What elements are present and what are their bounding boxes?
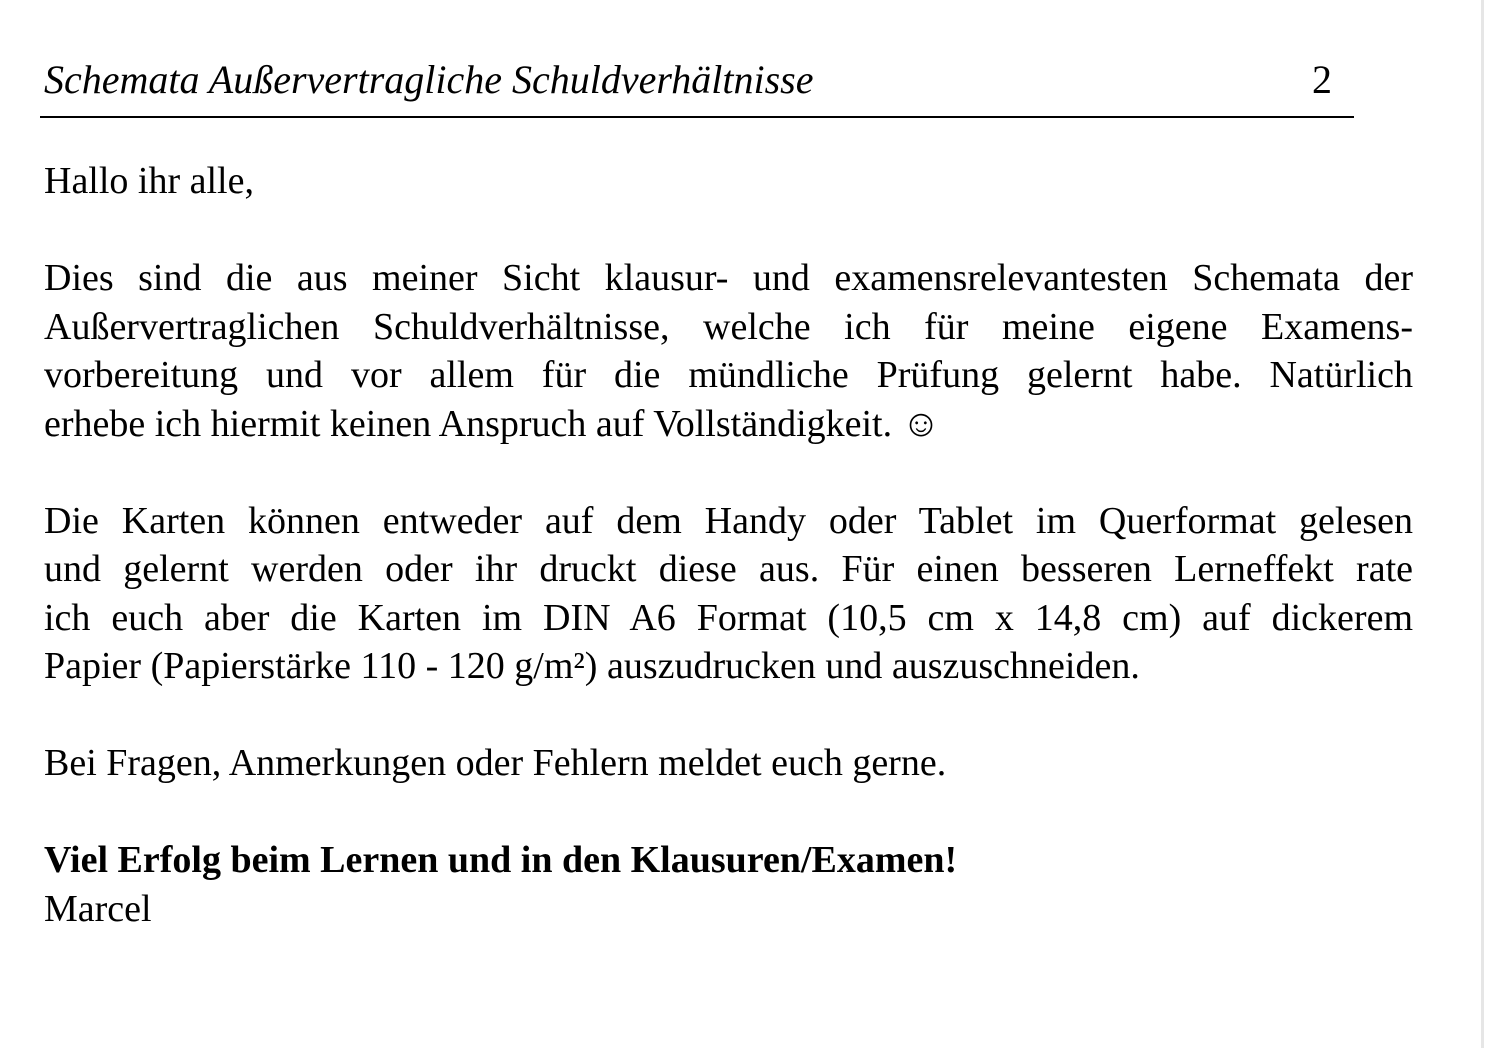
page-number: 2 [1312, 57, 1332, 102]
intro-line: vorbereitung und vor allem für die mündliche Prüfung gelernt habe. Natürlich [44, 354, 1413, 396]
intro-line: Dies sind die aus meiner Sicht klausur- und examensrelevantesten Schemata der [44, 257, 1413, 299]
intro-paragraph [44, 254, 1413, 448]
cards-paragraph [44, 497, 1413, 691]
intro-line: erhebe ich hiermit keinen Anspruch auf Vollständigkeit. ☺ [44, 402, 941, 445]
cards-line: Papier (Papierstärke 110 - 120 g/m²) auszudrucken und auszuschneiden. [44, 645, 1140, 687]
greeting: Hallo ihr alle, [44, 160, 254, 202]
intro-line: Außervertraglichen Schuldverhältnisse, welche ich für meine eigene Examens- [44, 305, 1413, 348]
closing-line: Viel Erfolg beim Lernen und in den Klausuren/Examen! [44, 839, 958, 881]
body-text [44, 157, 1413, 933]
signature: Marcel [44, 887, 152, 930]
page-header [40, 52, 1354, 118]
cards-line: Die Karten können entweder auf dem Handy oder Tablet im Querformat gelesen [44, 499, 1413, 542]
cards-line: und gelernt werden oder ihr druckt diese aus. Für einen besseren Lerneffekt rate [44, 548, 1413, 590]
header-title: Schemata Außervertragliche Schuldverhältnisse [44, 57, 814, 102]
cards-line: ich euch aber die Karten im DIN A6 Format (10,5 cm x 14,8 cm) auf dickerem [44, 596, 1413, 639]
questions-paragraph: Bei Fragen, Anmerkungen oder Fehlern meldet euch gerne. [44, 742, 947, 784]
